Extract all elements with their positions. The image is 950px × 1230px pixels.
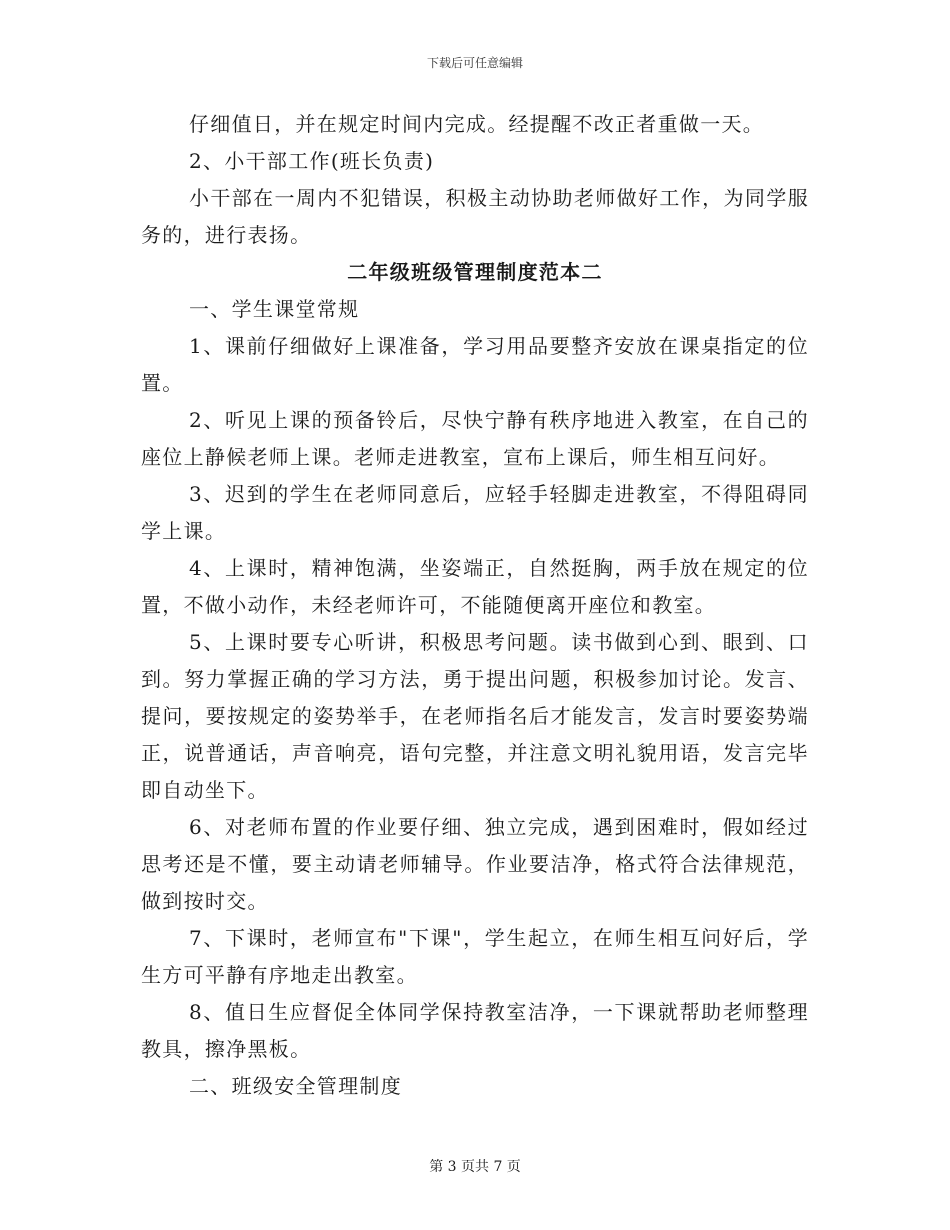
- document-body: [141, 106, 809, 1105]
- paragraph-rule-5: 5、上课时要专心听讲，积极思考问题。读书做到心到、眼到、口到。努力掌握正确的学习方法，勇于提出问题，积极参加讨论。发言、提问，要按规定的姿势举手，在老师指名后才能发言，发言时要姿势端正，说普通话，声音响亮，语句完整，并注意文明礼貌用语，发言完毕即自动坐下。: [141, 630, 809, 802]
- section-heading: 二年级班级管理制度范本二: [347, 260, 603, 284]
- page-header: 下载后可任意编辑: [426, 56, 523, 70]
- paragraph-cadre-work-title: 2、小干部工作(班长负责): [189, 149, 435, 173]
- paragraph-classroom-rules-title: 一、学生课堂常规: [189, 297, 360, 321]
- paragraph-cadre-work: 小干部在一周内不犯错误，积极主动协助老师做好工作，为同学服务的，进行表扬。: [141, 186, 809, 247]
- paragraph-rule-1: 1、课前仔细做好上课准备，学习用品要整齐安放在课桌指定的位置。: [141, 334, 809, 395]
- paragraph-rule-4: 4、上课时，精神饱满，坐姿端正，自然挺胸，两手放在规定的位置，不做小动作，未经老师许可，不能随便离开座位和教室。: [141, 556, 809, 617]
- paragraph-rule-7: 7、下课时，老师宣布"下课"，学生起立，在师生相互问好后，学生方可平静有序地走出教室。: [141, 926, 809, 987]
- page-number: 第 3 页共 7 页: [429, 1159, 521, 1175]
- paragraph-rule-3: 3、迟到的学生在老师同意后，应轻手轻脚走进教室，不得阻碍同学上课。: [141, 482, 809, 543]
- paragraph-duty-continued: 仔细值日，并在规定时间内完成。经提醒不改正者重做一天。: [189, 112, 765, 136]
- paragraph-rule-8: 8、值日生应督促全体同学保持教室洁净，一下课就帮助老师整理教具，擦净黑板。: [141, 1000, 809, 1061]
- paragraph-safety-title: 二、班级安全管理制度: [189, 1074, 402, 1098]
- paragraph-rule-6: 6、对老师布置的作业要仔细、独立完成，遇到困难时，假如经过思考还是不懂，要主动请老师辅导。作业要洁净，格式符合法律规范，做到按时交。: [141, 815, 809, 913]
- paragraph-rule-2: 2、听见上课的预备铃后，尽快宁静有秩序地进入教室，在自己的座位上静候老师上课。老师走进教室，宣布上课后，师生相互问好。: [141, 408, 809, 469]
